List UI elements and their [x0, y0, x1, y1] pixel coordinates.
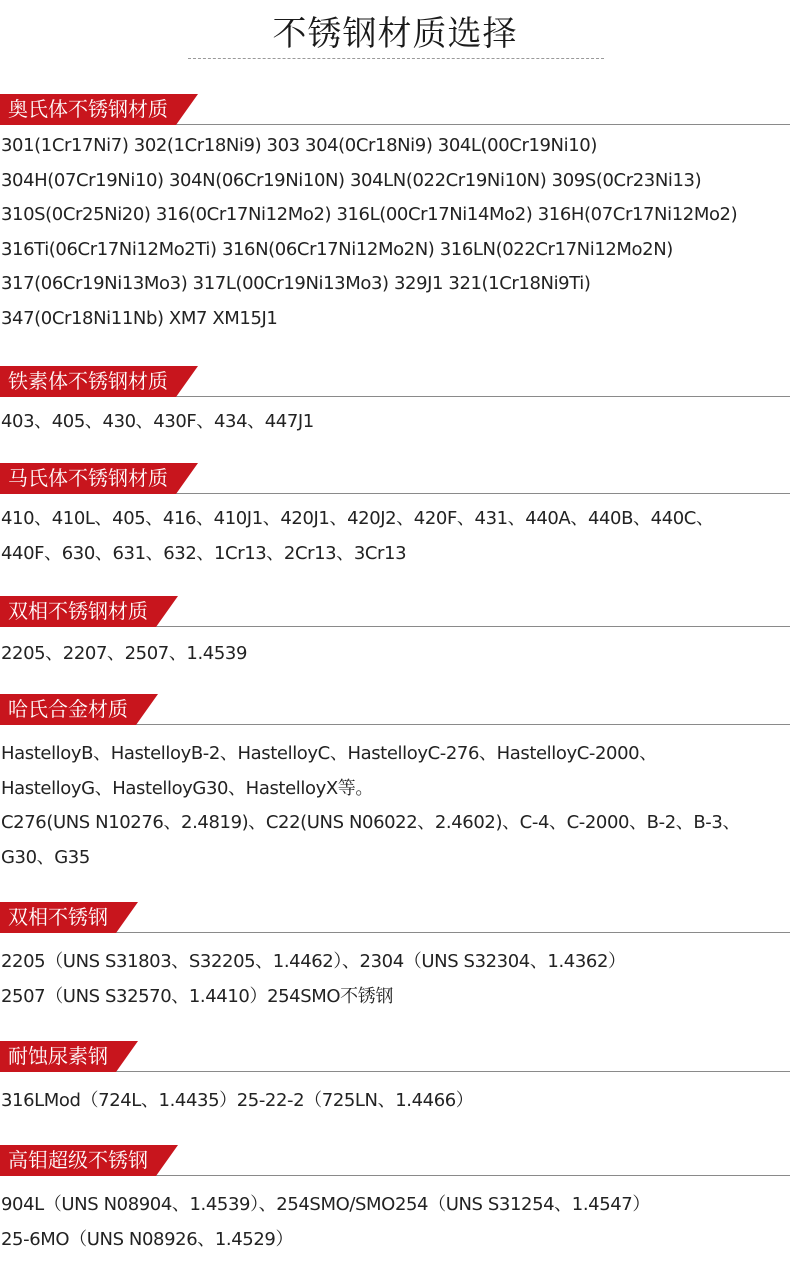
section-title: 高钼超级不锈钢: [0, 1145, 156, 1176]
section-hastelloy: [0, 694, 790, 875]
section-header: [0, 366, 790, 398]
material-line: 316LMod（724L、1.4435）25-22-2（725LN、1.4466）: [1, 1090, 474, 1111]
section-ferritic: [0, 366, 790, 440]
material-line: 316Ti(06Cr17Ni12Mo2Ti) 316N(06Cr17Ni12Mo2N) 316LN(022Cr17Ni12Mo2N): [1, 238, 673, 260]
section-title: 马氏体不锈钢材质: [0, 463, 176, 494]
material-line: 904L（UNS N08904、1.4539）、254SMO/SMO254（UNS S31254、1.4547）: [1, 1194, 650, 1215]
section-header: [0, 694, 790, 726]
section-title: 双相不锈钢材质: [0, 596, 156, 627]
material-line: 410、410L、405、416、410J1、420J1、420J2、420F、431、440A、440B、440C、: [1, 508, 714, 529]
section-austenitic: [0, 94, 790, 336]
title-divider: [188, 58, 604, 59]
section-duplex-steel: [0, 902, 790, 1014]
section-header: [0, 463, 790, 495]
material-line: 301(1Cr17Ni7) 302(1Cr18Ni9) 303 304(0Cr18Ni9) 304L(00Cr19Ni10): [1, 135, 597, 156]
section-title: 双相不锈钢: [0, 902, 116, 933]
material-line: C276(UNS N10276、2.4819)、C22(UNS N06022、2.4602)、C-4、C-2000、B-2、B-3、: [1, 812, 741, 833]
section-title: 哈氏合金材质: [0, 694, 136, 725]
material-line: 2205、2207、2507、1.4539: [1, 643, 248, 664]
material-line: G30、G35: [1, 846, 90, 868]
material-line: 317(06Cr19Ni13Mo3) 317L(00Cr19Ni13Mo3) 329J1 321(1Cr18Ni9Ti): [1, 273, 591, 294]
material-line: 440F、630、631、632、1Cr13、2Cr13、3Cr13: [1, 542, 407, 564]
section-title: 耐蚀尿素钢: [0, 1041, 116, 1072]
material-line: 304H(07Cr19Ni10) 304N(06Cr19Ni10N) 304LN(022Cr19Ni10N) 309S(0Cr23Ni13): [1, 169, 702, 191]
material-line: 2507（UNS S32570、1.4410）254SMO不锈钢: [1, 985, 393, 1007]
material-line: 2205（UNS S31803、S32205、1.4462）、2304（UNS S32304、1.4362）: [1, 951, 626, 972]
section-header: [0, 902, 790, 934]
section-header: [0, 1145, 790, 1177]
section-urea-grade: [0, 1041, 790, 1119]
section-title: 奥氏体不锈钢材质: [0, 94, 176, 125]
material-line: HastelloyG、HastelloyG30、HastelloyX等。: [1, 777, 373, 799]
material-line: 25-6MO（UNS N08926、1.4529）: [1, 1228, 294, 1250]
section-title: 铁素体不锈钢材质: [0, 366, 176, 397]
material-line: HastelloyB、HastelloyB-2、HastelloyC、HastelloyC-276、HastelloyC-2000、: [1, 743, 657, 764]
page-title: 不锈钢材质选择: [272, 14, 518, 54]
material-line: 403、405、430、430F、434、447J1: [1, 411, 314, 432]
section-header: [0, 94, 790, 126]
section-header: [0, 596, 790, 628]
material-line: 347(0Cr18Ni11Nb) XM7 XM15J1: [1, 307, 278, 329]
section-super-austenitic: [0, 1145, 790, 1257]
material-line: 310S(0Cr25Ni20) 316(0Cr17Ni12Mo2) 316L(00Cr17Ni14Mo2) 316H(07Cr17Ni12Mo2): [1, 204, 738, 225]
section-header: [0, 1041, 790, 1073]
section-duplex-materials: [0, 596, 790, 672]
section-martensitic: [0, 463, 790, 571]
